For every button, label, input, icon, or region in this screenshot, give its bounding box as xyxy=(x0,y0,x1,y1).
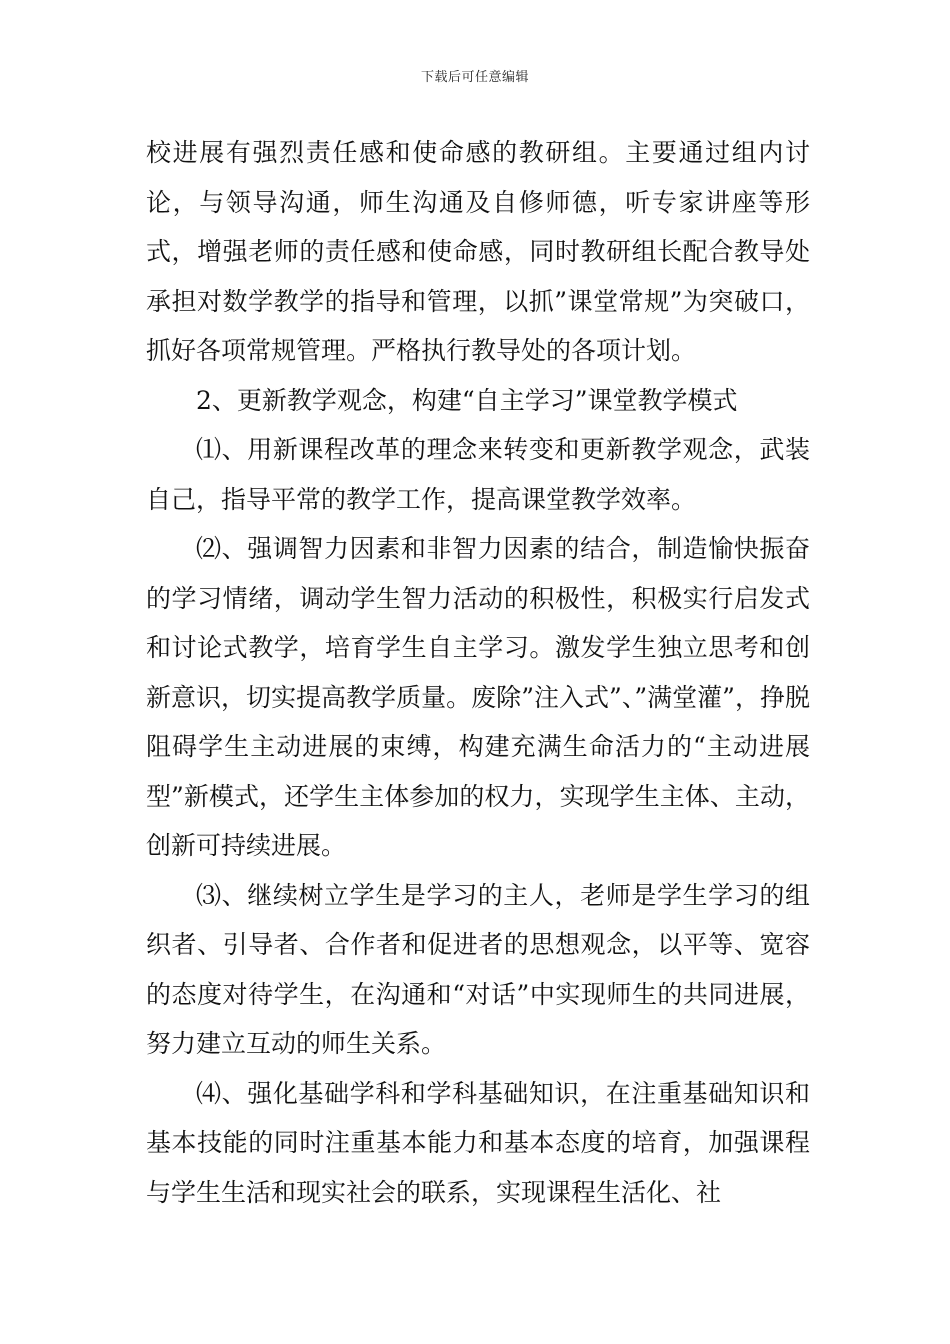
paragraph-item-4: ⑷、强化基础学科和学科基础知识，在注重基础知识和基本技能的同时注重基本能力和基本态度的培育，加强课程与学生生活和现实社会的联系，实现课程生活化、社 xyxy=(146,1078,810,1207)
section-heading: 2、更新教学观念，构建“自主学习”课堂教学模式 xyxy=(196,385,738,415)
page-header: 下载后可任意编辑 xyxy=(420,70,529,85)
paragraph-item-1: ⑴、用新课程改革的理念来转变和更新教学观念，武装自己，指导平常的教学工作，提高课堂教学效率。 xyxy=(146,435,810,514)
document-body xyxy=(146,128,810,1217)
paragraph-item-2: ⑵、强调智力因素和非智力因素的结合，制造愉快振奋的学习情绪，调动学生智力活动的积极性，积极实行启发式和讨论式教学，培育学生自主学习。激发学生独立思考和创新意识，切实提高教学质量。废除”注入式”、”满堂灌”，挣脱阻碍学生主动进展的束缚，构建充满生命活力的“主动进展型”新模式，还学生主体参加的权力，实现学生主体、主动，创新可持续进展。 xyxy=(146,534,810,860)
paragraph-continuation: 校进展有强烈责任感和使命感的教研组。主要通过组内讨论，与领导沟通，师生沟通及自修师德，听专家讲座等形式，增强老师的责任感和使命感，同时教研组长配合教导处承担对数学教学的指导和管理，以抓”课堂常规”为突破口，抓好各项常规管理。严格执行教导处的各项计划。 xyxy=(146,138,810,365)
paragraph-item-3: ⑶、继续树立学生是学习的主人，老师是学生学习的组织者、引导者、合作者和促进者的思想观念，以平等、宽容的态度对待学生，在沟通和“对话”中实现师生的共同进展，努力建立互动的师生关系。 xyxy=(146,880,810,1058)
